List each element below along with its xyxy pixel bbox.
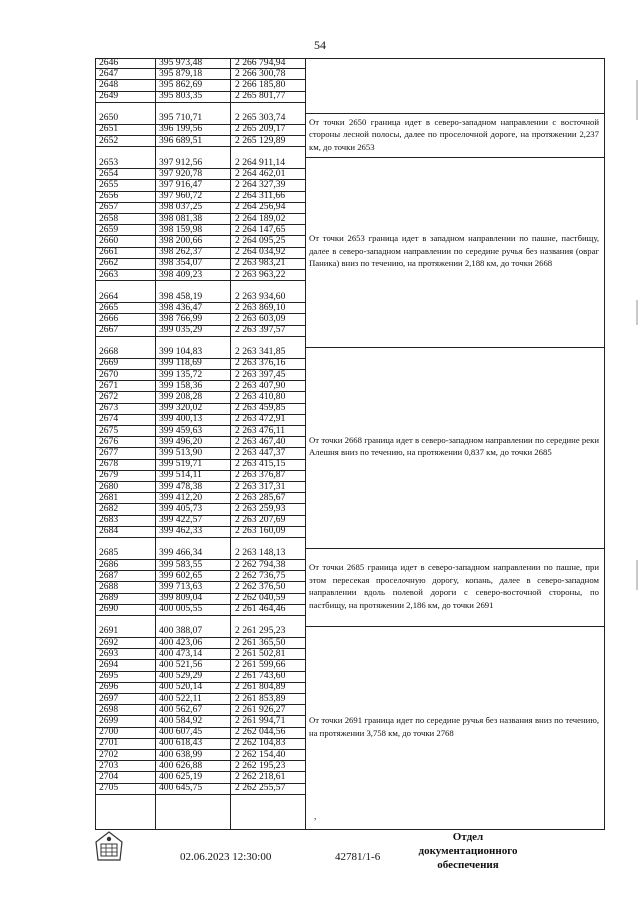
x-coordinate: 400 618,43 [159, 737, 203, 749]
y-coordinate: 2 263 207,69 [235, 514, 286, 526]
y-coordinate: 2 263 603,09 [235, 312, 286, 324]
description-cell [305, 549, 605, 627]
x-coordinate: 399 809,04 [159, 592, 203, 604]
y-coordinate: 2 264 462,01 [235, 167, 286, 179]
point-number: 2678 [99, 458, 119, 470]
y-coordinate: 2 263 148,13 [235, 547, 286, 559]
x-coordinate: 398 037,25 [159, 201, 203, 213]
x-coordinate: 399 459,63 [159, 424, 203, 436]
point-number: 2648 [99, 78, 119, 90]
point-number: 2699 [99, 714, 119, 726]
y-coordinate: 2 264 327,39 [235, 178, 286, 190]
point-number: 2695 [99, 670, 119, 682]
point-number: 2668 [99, 346, 119, 358]
y-coordinate: 2 264 095,25 [235, 234, 286, 246]
footer-reg-number: 42781/1-6 [335, 851, 381, 863]
table-row [95, 337, 305, 359]
x-coordinate: 397 912,56 [159, 156, 203, 168]
point-number: 2662 [99, 257, 119, 269]
x-coordinate: 399 462,33 [159, 525, 203, 537]
point-number: 2673 [99, 402, 119, 414]
x-coordinate: 397 960,72 [159, 190, 203, 202]
y-coordinate: 2 262 154,40 [235, 748, 286, 760]
point-number: 2694 [99, 658, 119, 670]
description-cell [305, 114, 605, 158]
boundary-description: От точки 2668 граница идет в северо-западном направлении по середине реки Алешня вниз по течению, на протяжении 0,837 км, до точки 2685 [309, 434, 599, 458]
table-row [95, 92, 305, 103]
point-number: 2657 [99, 201, 119, 213]
description-cell [305, 348, 605, 549]
x-coordinate: 395 710,71 [159, 112, 203, 124]
y-coordinate: 2 263 341,85 [235, 346, 286, 358]
y-coordinate: 2 262 255,57 [235, 782, 286, 794]
x-coordinate: 400 473,14 [159, 647, 203, 659]
y-coordinate: 2 261 295,23 [235, 625, 286, 637]
point-number: 2671 [99, 379, 119, 391]
point-number: 2675 [99, 424, 119, 436]
x-coordinate: 398 159,98 [159, 223, 203, 235]
x-coordinate: 398 409,23 [159, 268, 203, 280]
x-coordinate: 398 081,38 [159, 212, 203, 224]
point-number: 2646 [99, 56, 119, 68]
point-number: 2689 [99, 592, 119, 604]
y-coordinate: 2 264 189,02 [235, 212, 286, 224]
point-number: 2702 [99, 748, 119, 760]
x-coordinate: 399 478,38 [159, 480, 203, 492]
x-coordinate: 399 035,29 [159, 324, 203, 336]
table-row [95, 538, 305, 560]
x-coordinate: 400 423,06 [159, 636, 203, 648]
point-number: 2656 [99, 190, 119, 202]
y-coordinate: 2 262 794,38 [235, 558, 286, 570]
x-coordinate: 399 519,71 [159, 458, 203, 470]
y-coordinate: 2 261 804,89 [235, 681, 286, 693]
x-coordinate: 400 520,14 [159, 681, 203, 693]
point-number: 2669 [99, 357, 119, 369]
table-row [95, 103, 305, 125]
y-coordinate: 2 262 376,50 [235, 580, 286, 592]
scan-artifact [636, 560, 638, 590]
y-coordinate: 2 263 472,91 [235, 413, 286, 425]
y-coordinate: 2 263 317,31 [235, 480, 286, 492]
table-row [95, 147, 305, 169]
x-coordinate: 399 135,72 [159, 368, 203, 380]
y-coordinate: 2 262 044,56 [235, 726, 286, 738]
scan-artifact [636, 300, 638, 325]
x-coordinate: 399 400,13 [159, 413, 203, 425]
point-number: 2686 [99, 558, 119, 570]
boundary-description: От точки 2653 граница идет в западном направлении по пашне, пастбищу, далее в северо-западном направлении по середине ручья без названия (овраг Паника) вниз по течению, на протяжении 2,188 км, до точки 2668 [309, 233, 599, 269]
point-number: 2670 [99, 368, 119, 380]
footer-datetime: 02.06.2023 12:30:00 [180, 851, 272, 863]
x-coordinate: 398 200,66 [159, 234, 203, 246]
y-coordinate: 2 263 376,87 [235, 469, 286, 481]
x-coordinate: 399 405,73 [159, 502, 203, 514]
point-number: 2697 [99, 692, 119, 704]
description-cell [305, 627, 605, 830]
x-coordinate: 400 388,07 [159, 625, 203, 637]
y-coordinate: 2 261 743,60 [235, 670, 286, 682]
x-coordinate: 398 436,47 [159, 301, 203, 313]
point-number: 2685 [99, 547, 119, 559]
point-number: 2705 [99, 782, 119, 794]
x-coordinate: 400 529,29 [159, 670, 203, 682]
x-coordinate: 400 005,55 [159, 603, 203, 615]
point-number: 2667 [99, 324, 119, 336]
x-coordinate: 397 920,78 [159, 167, 203, 179]
boundary-description: От точки 2650 граница идет в северо-западном направлении с восточной стороны лесной полосы, далее по проселочной дороге, на протяжении 2,237 км, до точки 2653 [309, 116, 599, 152]
y-coordinate: 2 261 464,46 [235, 603, 286, 615]
point-number: 2680 [99, 480, 119, 492]
x-coordinate: 399 208,28 [159, 390, 203, 402]
x-coordinate: 396 199,56 [159, 123, 203, 135]
x-coordinate: 396 689,51 [159, 134, 203, 146]
y-coordinate: 2 265 303,74 [235, 112, 286, 124]
x-coordinate: 399 412,20 [159, 491, 203, 503]
point-number: 2693 [99, 647, 119, 659]
y-coordinate: 2 263 407,90 [235, 379, 286, 391]
point-number: 2681 [99, 491, 119, 503]
y-coordinate: 2 262 040,59 [235, 592, 286, 604]
x-coordinate: 395 973,48 [159, 56, 203, 68]
x-coordinate: 400 607,45 [159, 726, 203, 738]
point-number: 2660 [99, 234, 119, 246]
description-cell [305, 58, 605, 114]
x-coordinate: 399 713,63 [159, 580, 203, 592]
y-coordinate: 2 264 911,14 [235, 156, 286, 168]
y-coordinate: 2 266 185,80 [235, 78, 286, 90]
y-coordinate: 2 266 794,94 [235, 56, 286, 68]
point-number: 2655 [99, 178, 119, 190]
y-coordinate: 2 261 926,27 [235, 703, 286, 715]
point-number: 2674 [99, 413, 119, 425]
point-number: 2666 [99, 312, 119, 324]
point-number: 2700 [99, 726, 119, 738]
point-number: 2652 [99, 134, 119, 146]
point-number: 2664 [99, 290, 119, 302]
table-row [95, 605, 305, 616]
table-row [95, 136, 305, 147]
x-coordinate: 400 584,92 [159, 714, 203, 726]
point-number: 2687 [99, 569, 119, 581]
x-coordinate: 399 118,69 [159, 357, 202, 369]
y-coordinate: 2 266 300,78 [235, 67, 286, 79]
point-number: 2683 [99, 514, 119, 526]
x-coordinate: 400 522,11 [159, 692, 202, 704]
y-coordinate: 2 263 459,85 [235, 402, 286, 414]
department-stamp: Отдел документационного обеспечения [418, 831, 518, 871]
y-coordinate: 2 263 415,15 [235, 458, 286, 470]
x-coordinate: 398 766,99 [159, 312, 203, 324]
y-coordinate: 2 263 285,67 [235, 491, 286, 503]
point-number: 2701 [99, 737, 119, 749]
y-coordinate: 2 263 869,10 [235, 301, 286, 313]
x-coordinate: 400 645,75 [159, 782, 203, 794]
x-coordinate: 398 458,19 [159, 290, 203, 302]
table-row [95, 784, 305, 795]
x-coordinate: 399 496,20 [159, 435, 203, 447]
description-cell [305, 158, 605, 348]
y-coordinate: 2 263 397,45 [235, 368, 286, 380]
y-coordinate: 2 264 147,65 [235, 223, 286, 235]
x-coordinate: 397 916,47 [159, 178, 203, 190]
y-coordinate: 2 262 218,61 [235, 770, 286, 782]
x-coordinate: 399 158,36 [159, 379, 203, 391]
y-coordinate: 2 262 195,23 [235, 759, 286, 771]
x-coordinate: 398 354,07 [159, 257, 203, 269]
table-row [95, 281, 305, 303]
y-coordinate: 2 263 963,22 [235, 268, 286, 280]
y-coordinate: 2 264 256,94 [235, 201, 286, 213]
stray-mark: , [314, 811, 317, 821]
point-number: 2696 [99, 681, 119, 693]
y-coordinate: 2 264 311,66 [235, 190, 286, 202]
y-coordinate: 2 263 410,80 [235, 390, 286, 402]
y-coordinate: 2 264 034,92 [235, 246, 286, 258]
y-coordinate: 2 263 447,37 [235, 446, 286, 458]
point-number: 2672 [99, 390, 119, 402]
y-coordinate: 2 262 104,83 [235, 737, 286, 749]
scan-artifact [636, 80, 638, 120]
x-coordinate: 399 104,83 [159, 346, 203, 358]
emblem-icon [92, 830, 126, 864]
point-number: 2703 [99, 759, 119, 771]
x-coordinate: 399 602,65 [159, 569, 203, 581]
y-coordinate: 2 262 736,75 [235, 569, 286, 581]
point-number: 2650 [99, 112, 119, 124]
x-coordinate: 399 583,55 [159, 558, 203, 570]
boundary-description: От точки 2685 граница идет в северо-западном направлении по пашне, при этом пересекая проселочную дорогу, копань, далее в северо-западном направлении вдоль полевой дороги с северо-восточной стороны, по пастбищу, на протяжении 2,186 км, до точки 2691 [309, 562, 599, 610]
y-coordinate: 2 261 853,89 [235, 692, 286, 704]
x-coordinate: 399 514,11 [159, 469, 202, 481]
point-number: 2692 [99, 636, 119, 648]
table-row [95, 326, 305, 337]
y-coordinate: 2 263 376,16 [235, 357, 286, 369]
point-number: 2654 [99, 167, 119, 179]
x-coordinate: 400 638,99 [159, 748, 203, 760]
x-coordinate: 395 879,18 [159, 67, 203, 79]
y-coordinate: 2 263 160,09 [235, 525, 286, 537]
point-number: 2690 [99, 603, 119, 615]
point-number: 2653 [99, 156, 119, 168]
x-coordinate: 399 422,57 [159, 514, 203, 526]
y-coordinate: 2 265 801,77 [235, 90, 286, 102]
x-coordinate: 399 513,90 [159, 446, 203, 458]
point-number: 2658 [99, 212, 119, 224]
y-coordinate: 2 265 209,17 [235, 123, 286, 135]
y-coordinate: 2 263 467,40 [235, 435, 286, 447]
x-coordinate: 395 803,35 [159, 90, 203, 102]
point-number: 2676 [99, 435, 119, 447]
y-coordinate: 2 263 397,57 [235, 324, 286, 336]
point-number: 2682 [99, 502, 119, 514]
x-coordinate: 395 862,69 [159, 78, 203, 90]
y-coordinate: 2 263 983,21 [235, 257, 286, 269]
table-row [95, 527, 305, 538]
point-number: 2663 [99, 268, 119, 280]
point-number: 2665 [99, 301, 119, 313]
boundary-description: От точки 2691 граница идет по середине ручья без названия вниз по течению, на протяжении 3,758 км, до точки 2768 [309, 715, 599, 738]
x-coordinate: 399 320,02 [159, 402, 203, 414]
point-number: 2659 [99, 223, 119, 235]
y-coordinate: 2 261 994,71 [235, 714, 286, 726]
point-number: 2698 [99, 703, 119, 715]
point-number: 2649 [99, 90, 119, 102]
table-row [95, 616, 305, 638]
point-number: 2677 [99, 446, 119, 458]
table-row [95, 270, 305, 281]
point-number: 2647 [99, 67, 119, 79]
y-coordinate: 2 265 129,89 [235, 134, 286, 146]
y-coordinate: 2 261 599,66 [235, 658, 286, 670]
page-number: 54 [314, 38, 326, 52]
x-coordinate: 400 625,19 [159, 770, 203, 782]
point-number: 2704 [99, 770, 119, 782]
y-coordinate: 2 263 476,11 [235, 424, 286, 436]
x-coordinate: 400 521,56 [159, 658, 203, 670]
y-coordinate: 2 261 365,50 [235, 636, 286, 648]
x-coordinate: 399 466,34 [159, 547, 203, 559]
x-coordinate: 400 626,88 [159, 759, 203, 771]
point-number: 2679 [99, 469, 119, 481]
point-number: 2651 [99, 123, 119, 135]
point-number: 2684 [99, 525, 119, 537]
x-coordinate: 398 262,37 [159, 246, 203, 258]
y-coordinate: 2 263 934,60 [235, 290, 286, 302]
y-coordinate: 2 263 259,93 [235, 502, 286, 514]
point-number: 2688 [99, 580, 119, 592]
x-coordinate: 400 562,67 [159, 703, 203, 715]
point-number: 2661 [99, 246, 119, 258]
y-coordinate: 2 261 502,81 [235, 647, 286, 659]
point-number: 2691 [99, 625, 119, 637]
